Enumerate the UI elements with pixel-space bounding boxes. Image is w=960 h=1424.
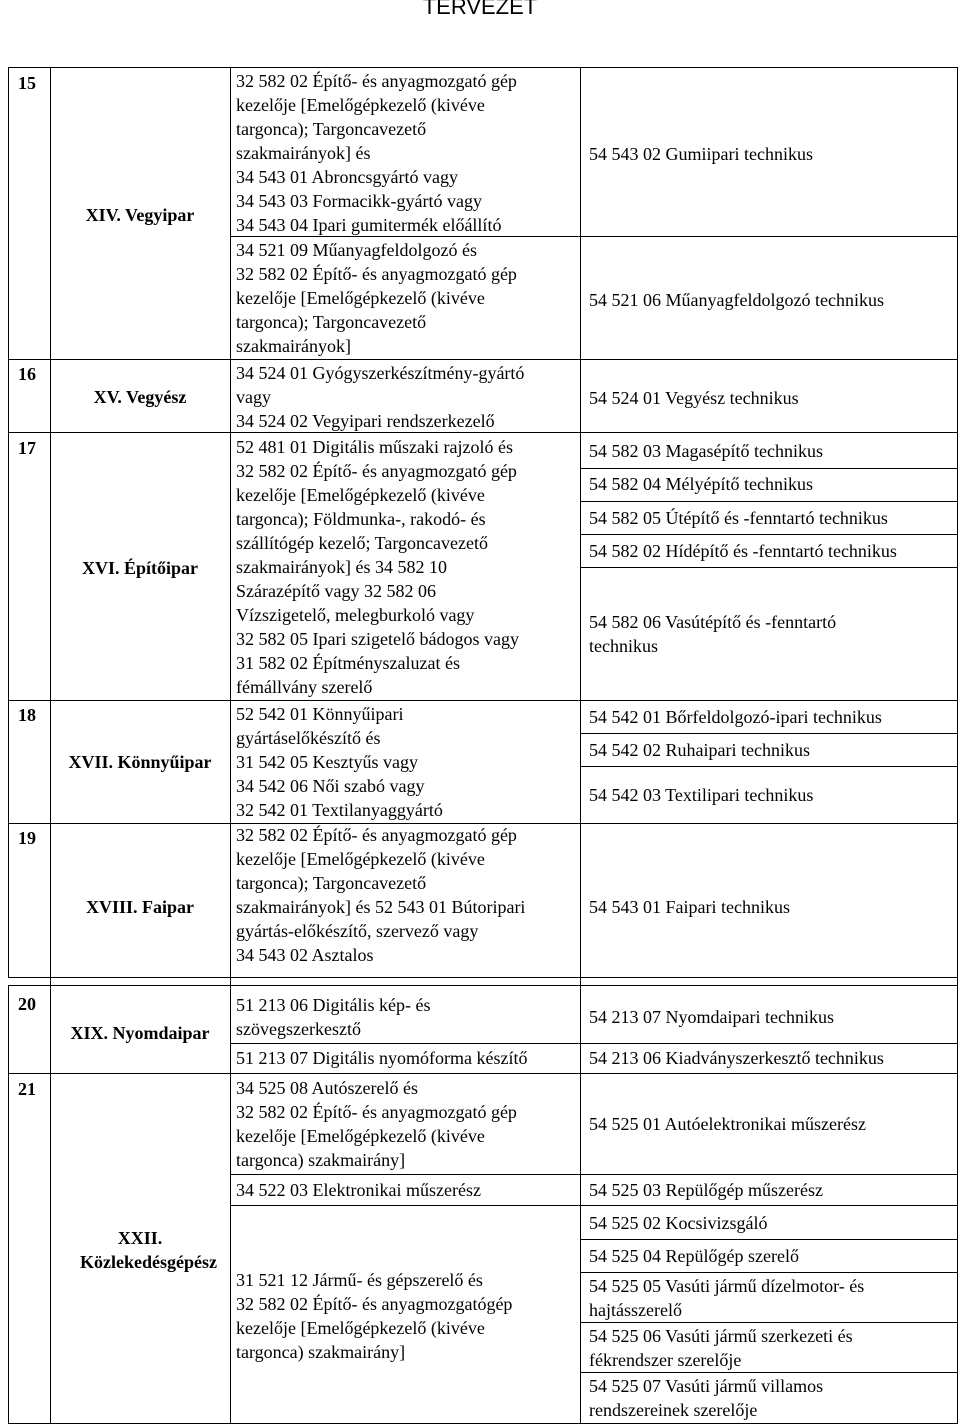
prereq-line: 32 582 02 Építő- és anyagmozgató gép xyxy=(236,1102,517,1122)
prereq-line: Szárazépítő vagy 32 582 06 xyxy=(236,581,436,601)
prereq-line: 32 582 02 Építő- és anyagmozgató gép xyxy=(236,825,517,845)
prereq-line: kezelője [Emelőgépkezelő (kivéve xyxy=(236,95,485,115)
prereq-block xyxy=(236,238,517,358)
prereq-line: targonca); Targoncavezető xyxy=(236,873,427,893)
tech-item xyxy=(589,1274,864,1322)
prereq-line: 52 542 01 Könnyűipari xyxy=(236,704,404,724)
row-number: 16 xyxy=(18,364,36,384)
tech-item: 54 525 03 Repülőgép műszerész xyxy=(589,1180,823,1200)
prereq-line: targonca); Targoncavezető xyxy=(236,119,427,139)
tech-item: 54 542 02 Ruhaipari technikus xyxy=(589,740,810,760)
prereq-line: gyártás-előkészítő, szervező vagy xyxy=(236,921,479,941)
tech-item: 54 582 03 Magasépítő technikus xyxy=(589,441,823,461)
prereq-line: szakmairányok] és 34 582 10 xyxy=(236,557,447,577)
prereq-block xyxy=(236,1076,517,1172)
section-name: XVI. Építőipar xyxy=(81,558,198,578)
tech-line: hajtásszerelő xyxy=(589,1300,682,1320)
row-number: 19 xyxy=(18,828,36,848)
prereq-block xyxy=(236,361,524,433)
prereq-line: 51 213 07 Digitális nyomóforma készítő xyxy=(236,1048,528,1068)
tech-line: technikus xyxy=(589,636,658,656)
prereq-line: gyártáselőkészítő és xyxy=(236,728,381,748)
prereq-line: kezelője [Emelőgépkezelő (kivéve xyxy=(236,485,485,505)
prereq-line: 32 582 05 Ipari szigetelő bádogos vagy xyxy=(236,629,519,649)
prereq-block xyxy=(236,823,525,967)
section-name xyxy=(52,1226,228,1274)
prereq-line: vagy xyxy=(236,387,271,407)
tech-line: 54 525 06 Vasúti jármű szerkezeti és xyxy=(589,1326,853,1346)
section-name: XIV. Vegyipar xyxy=(85,205,195,225)
tech-item: 54 524 01 Vegyész technikus xyxy=(589,388,799,408)
prereq-line: 34 524 02 Vegyipari rendszerkezelő xyxy=(236,411,495,431)
tech-line: 54 525 05 Vasúti jármű dízelmotor- és xyxy=(589,1276,865,1296)
prereq-line: 34 522 03 Elektronikai műszerész xyxy=(236,1180,481,1200)
section-name: XVII. Könnyűipar xyxy=(68,752,212,772)
prereq-block xyxy=(236,1268,512,1364)
tech-item: 54 582 04 Mélyépítő technikus xyxy=(589,474,813,494)
tech-line: 54 525 07 Vasúti jármű villamos xyxy=(589,1376,824,1396)
prereq-line: fémállvány szerelő xyxy=(236,677,373,697)
prereq-line: 34 543 03 Formacikk-gyártó vagy xyxy=(236,191,482,211)
tech-line: 54 582 06 Vasútépítő és -fenntartó xyxy=(589,612,837,632)
tech-line: rendszereinek szerelője xyxy=(589,1400,758,1420)
tech-item: 54 543 02 Gumiipari technikus xyxy=(589,144,813,164)
prereq-block xyxy=(236,69,517,237)
prereq-line: 52 481 01 Digitális műszaki rajzoló és xyxy=(236,437,513,457)
prereq-block xyxy=(236,1046,527,1070)
section-name-text: XXII. Közlekedésgépész xyxy=(80,1228,217,1272)
page-header: TERVEZET xyxy=(422,0,538,19)
section-name: XV. Vegyész xyxy=(93,387,187,407)
prereq-line: szakmairányok] és 52 543 01 Bútoripari xyxy=(236,897,526,917)
prereq-block xyxy=(236,435,519,699)
prereq-line: 31 582 02 Építményszaluzat és xyxy=(236,653,460,673)
tech-item xyxy=(589,1374,823,1422)
tech-item: 54 543 01 Faipari technikus xyxy=(589,897,790,917)
prereq-line: targonca) szakmairány] xyxy=(236,1150,406,1170)
prereq-line: 34 543 01 Abroncsgyártó vagy xyxy=(236,167,458,187)
prereq-line: Vízszigetelő, melegburkoló vagy xyxy=(236,605,475,625)
prereq-line: 32 582 02 Építő- és anyagmozgatógép xyxy=(236,1294,513,1314)
prereq-line: 32 582 02 Építő- és anyagmozgató gép xyxy=(236,461,517,481)
row-number: 15 xyxy=(18,73,36,93)
prereq-block xyxy=(236,993,430,1041)
section-name: XVIII. Faipar xyxy=(85,897,194,917)
prereq-line: 31 521 12 Jármű- és gépszerelő és xyxy=(236,1270,483,1290)
prereq-block xyxy=(236,1178,481,1202)
prereq-line: targonca); Targoncavezető xyxy=(236,312,427,332)
tech-item: 54 213 06 Kiadványszerkesztő technikus xyxy=(589,1048,884,1068)
prereq-block xyxy=(236,702,443,822)
tech-item: 54 582 05 Útépítő és -fenntartó technikus xyxy=(589,508,888,528)
prereq-line: kezelője [Emelőgépkezelő (kivéve xyxy=(236,1318,485,1338)
prereq-line: 34 542 06 Női szabó vagy xyxy=(236,776,425,796)
row-number: 20 xyxy=(18,994,36,1014)
prereq-line: szállítógép kezelő; Targoncavezető xyxy=(236,533,488,553)
prereq-line: szakmairányok] xyxy=(236,336,351,356)
tech-item: 54 542 01 Bőrfeldolgozó-ipari technikus xyxy=(589,707,882,727)
prereq-line: 51 213 06 Digitális kép- és xyxy=(236,995,431,1015)
row-number: 18 xyxy=(18,705,36,725)
tech-item: 54 525 04 Repülőgép szerelő xyxy=(589,1246,799,1266)
tech-item: 54 213 07 Nyomdaipari technikus xyxy=(589,1007,834,1027)
row-number: 21 xyxy=(18,1079,36,1099)
prereq-line: targonca); Földmunka-, rakodó- és xyxy=(236,509,486,529)
prereq-line: 34 543 04 Ipari gumitermék előállító xyxy=(236,215,502,235)
tech-item: 54 525 01 Autóelektronikai műszerész xyxy=(589,1114,866,1134)
tech-item: 54 521 06 Műanyagfeldolgozó technikus xyxy=(589,290,884,310)
prereq-line: kezelője [Emelőgépkezelő (kivéve xyxy=(236,849,485,869)
prereq-line: 32 582 02 Építő- és anyagmozgató gép xyxy=(236,264,517,284)
prereq-line: szövegszerkesztő xyxy=(236,1019,361,1039)
tech-item: 54 525 02 Kocsivizsgáló xyxy=(589,1213,768,1233)
prereq-line: 34 543 02 Asztalos xyxy=(236,945,374,965)
prereq-line: kezelője [Emelőgépkezelő (kivéve xyxy=(236,1126,485,1146)
prereq-line: 34 525 08 Autószerelő és xyxy=(236,1078,418,1098)
prereq-line: kezelője [Emelőgépkezelő (kivéve xyxy=(236,288,485,308)
tech-item xyxy=(589,610,836,658)
prereq-line: 32 582 02 Építő- és anyagmozgató gép xyxy=(236,71,517,91)
tech-line: fékrendszer szerelője xyxy=(589,1350,742,1370)
tech-item: 54 582 02 Hídépítő és -fenntartó technikus xyxy=(589,541,897,561)
prereq-line: 34 524 01 Gyógyszerkészítmény-gyártó xyxy=(236,363,525,383)
tech-item xyxy=(589,1324,853,1372)
tech-item: 54 542 03 Textilipari technikus xyxy=(589,785,814,805)
section-name: XIX. Nyomdaipar xyxy=(70,1023,210,1043)
row-number: 17 xyxy=(18,438,36,458)
prereq-line: 31 542 05 Kesztyűs vagy xyxy=(236,752,418,772)
prereq-line: 32 542 01 Textilanyaggyártó xyxy=(236,800,443,820)
prereq-line: 34 521 09 Műanyagfeldolgozó és xyxy=(236,240,477,260)
prereq-line: targonca) szakmairány] xyxy=(236,1342,406,1362)
prereq-line: szakmairányok] és xyxy=(236,143,371,163)
